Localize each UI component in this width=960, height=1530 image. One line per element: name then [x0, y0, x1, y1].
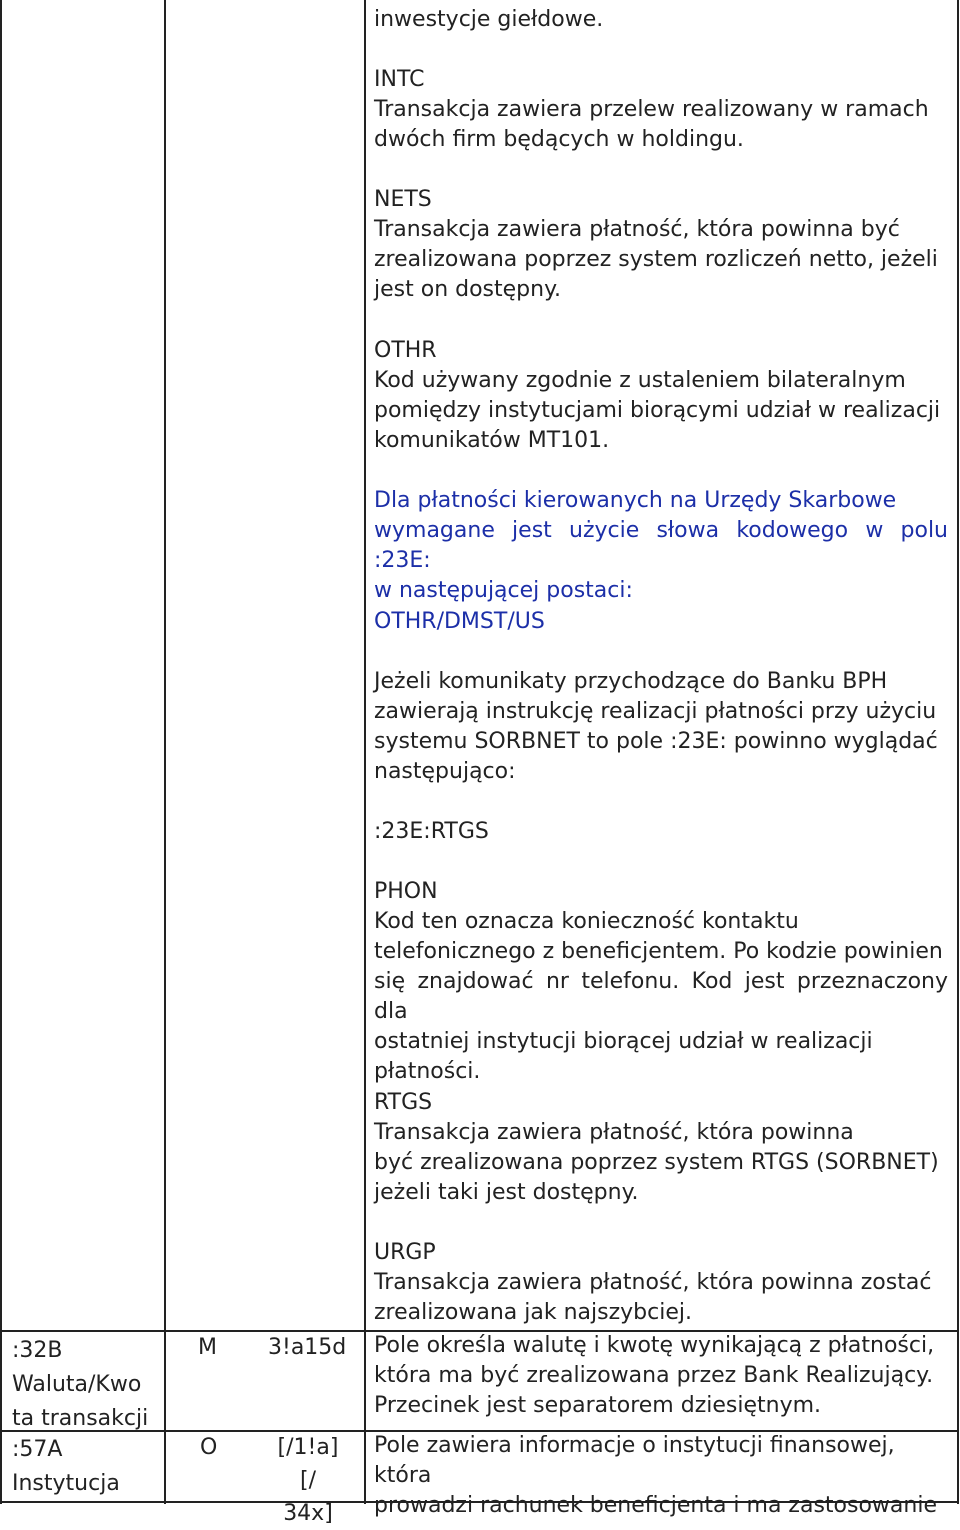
column-divider-field	[164, 0, 166, 1504]
code-entry-rtgs	[374, 1088, 948, 1208]
status-value: O	[200, 1435, 218, 1460]
description-line: Pole określa walutę i kwotę wynikającą z płatności,	[374, 1333, 935, 1358]
tax-office-example	[374, 607, 948, 637]
format-value: 34x]	[283, 1501, 333, 1526]
code-entry-urgp	[374, 1238, 948, 1328]
code-description-line: dwóch firm będących w holdingu.	[374, 127, 744, 152]
code-description-line: zrealizowana jak najszybciej.	[374, 1300, 692, 1325]
sorbnet-example	[374, 817, 948, 847]
code-description-line: się znajdować nr telefonu. Kod jest przeznaczony dla	[374, 969, 948, 1024]
code-description-line: telefonicznego z beneficjentem. Po kodzie powinien	[374, 939, 943, 964]
field-tag: :32B	[12, 1338, 63, 1363]
table-border-right	[957, 0, 959, 1504]
code-label: NETS	[374, 187, 432, 212]
sorbnet-note	[374, 667, 948, 787]
code-description-line: Transakcja zawiera płatność, która powinna zostać	[374, 1270, 932, 1295]
note-line: systemu SORBNET to pole :23E: powinno wyglądać	[374, 729, 938, 754]
code-label: RTGS	[374, 1090, 433, 1115]
code-description-line: jest on dostępny.	[374, 277, 561, 302]
code-description-line: Transakcja zawiera płatność, która powinna	[374, 1120, 854, 1145]
field-label-line: ta transakcji	[12, 1406, 149, 1431]
code-description-line: Kod ten oznacza konieczność kontaktu	[374, 909, 799, 934]
code-description-line: jeżeli taki jest dostępny.	[374, 1180, 639, 1205]
format-value: 3!a15d	[268, 1335, 347, 1360]
code-entry-othr	[374, 336, 948, 456]
note-line: Dla płatności kierowanych na Urzędy Skarbowe	[374, 488, 897, 513]
note-line: Jeżeli komunikaty przychodzące do Banku BPH	[374, 669, 888, 694]
code-description-line: Kod używany zgodnie z ustaleniem bilateralnym	[374, 368, 906, 393]
description-line: która ma być zrealizowana przez Bank Realizujący.	[374, 1363, 934, 1388]
example-code: :23E:RTGS	[374, 819, 489, 844]
description-32b	[374, 1331, 948, 1421]
status-32b	[198, 1331, 217, 1365]
description-57a	[374, 1431, 948, 1521]
description-line: prowadzi rachunek beneficjenta i ma zastosowanie	[374, 1493, 937, 1518]
note-line: w następującej postaci:	[374, 578, 633, 603]
table-border-left	[0, 0, 2, 1504]
code-entry-intc	[374, 65, 948, 155]
format-57a	[272, 1431, 344, 1530]
status-value: M	[198, 1335, 217, 1360]
status-57a	[200, 1431, 217, 1465]
note-line: zawierają instrukcję realizacji płatności przy użyciu	[374, 699, 937, 724]
code-description-line: być zrealizowana poprzez system RTGS (SORBNET)	[374, 1150, 939, 1175]
field-name-32b	[12, 1334, 148, 1436]
code-label: OTHR	[374, 338, 437, 363]
format-value: [/1!a][/	[277, 1435, 339, 1493]
note-line: wymagane jest użycie słowa kodowego w polu :23E:	[374, 518, 948, 573]
code-description-line: Transakcja zawiera przelew realizowany w ramach	[374, 97, 929, 122]
tax-office-note	[374, 486, 948, 606]
example-code: OTHR/DMST/US	[374, 609, 545, 634]
description-fragment	[374, 5, 948, 35]
field-tag: :57A	[12, 1437, 63, 1462]
code-description-line: komunikatów MT101.	[374, 428, 610, 453]
code-entry-nets	[374, 185, 948, 305]
code-description-line: Transakcja zawiera płatność, która powinna być	[374, 217, 900, 242]
format-32b	[268, 1331, 346, 1365]
description-text: inwestycje giełdowe.	[374, 7, 604, 32]
code-description-line: płatności.	[374, 1059, 481, 1084]
code-label: URGP	[374, 1240, 436, 1265]
description-line: Pole zawiera informacje o instytucji finansowej, która	[374, 1433, 895, 1488]
code-description-line: pomiędzy instytucjami biorącymi udział w realizacji	[374, 398, 941, 423]
field-label-line: Instytucja	[12, 1471, 120, 1496]
column-divider-format	[364, 0, 366, 1504]
note-line: następująco:	[374, 759, 516, 784]
code-entry-phon	[374, 877, 948, 1087]
description-line: Przecinek jest separatorem dziesiętnym.	[374, 1393, 822, 1418]
field-name-57a	[12, 1433, 120, 1501]
field-label-line: Waluta/Kwo	[12, 1372, 142, 1397]
code-description-line: zrealizowana poprzez system rozliczeń netto, jeżeli	[374, 247, 938, 272]
code-label: PHON	[374, 879, 438, 904]
code-description-line: ostatniej instytucji biorącej udział w realizacji	[374, 1029, 873, 1054]
code-label: INTC	[374, 67, 425, 92]
